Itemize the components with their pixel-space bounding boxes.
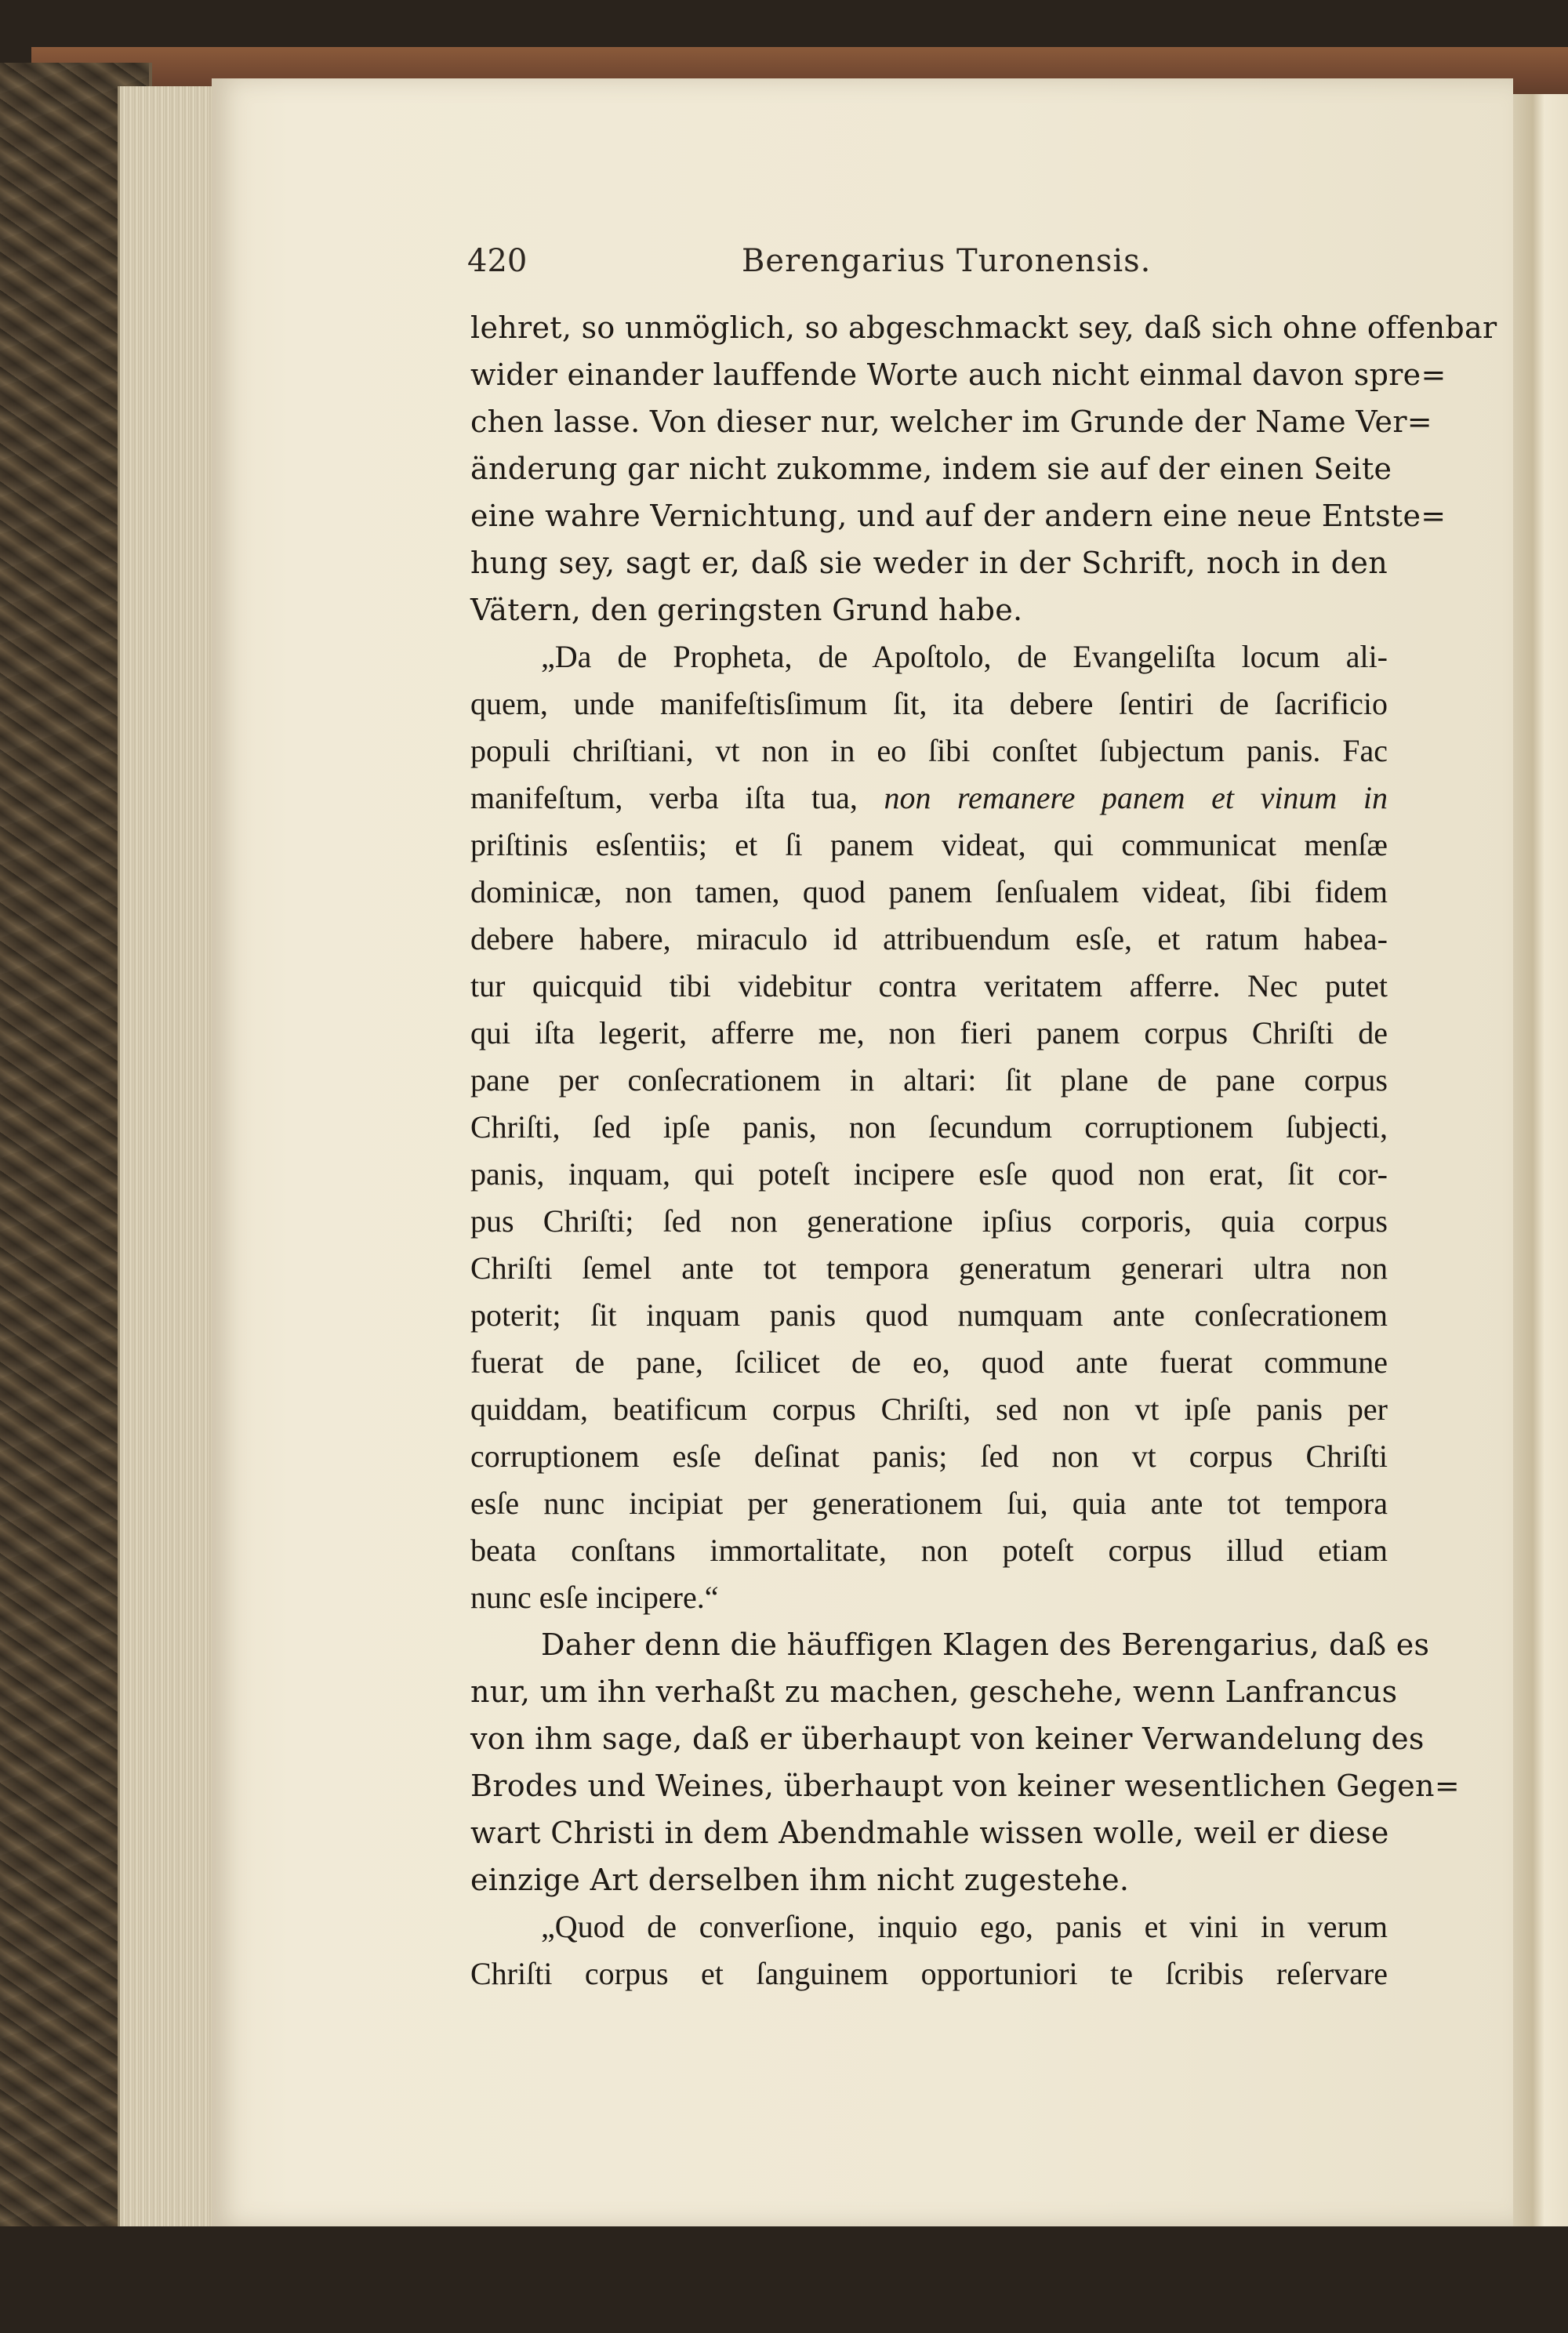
text-line: dominicæ, non tamen, quod panem ſenſualem videat, ſibi fidem bbox=[470, 874, 1388, 909]
text-line: fuerat de pane, ſcilicet de eo, quod ante fuerat commune bbox=[470, 1344, 1388, 1380]
facing-page-edge bbox=[1509, 94, 1568, 2226]
text-line: pus Chriſti; ſed non generatione ipſius corporis, quia corpus bbox=[470, 1203, 1388, 1239]
text-line: Chriſti, ſed ipſe panis, non ſecundum corruptionem ſubjecti, bbox=[470, 1109, 1388, 1145]
text-line: Brodes und Weines, überhaupt von keiner wesentlichen Gegen= bbox=[470, 1769, 1460, 1803]
paragraph-latin-quote-2 bbox=[470, 1903, 1388, 1997]
text-fragment: manifeſtum, verba iſta tua, bbox=[470, 780, 884, 815]
body-text bbox=[470, 304, 1497, 1997]
text-line: poterit; ſit inquam panis quod numquam ante conſecrationem bbox=[470, 1297, 1388, 1333]
text-line: chen lasse. Von dieser nur, welcher im Grunde der Name Ver= bbox=[470, 405, 1432, 439]
paragraph-german-2 bbox=[470, 1621, 1460, 1903]
text-line: quiddam, beatificum corpus Chriſti, sed non vt ipſe panis per bbox=[470, 1391, 1388, 1427]
text-line: wider einander lauffende Worte auch nicht einmal davon spre= bbox=[470, 357, 1446, 392]
text-line: Chriſti corpus et ſanguinem opportuniori te ſcribis reſervare bbox=[470, 1956, 1388, 1991]
text-line: „Da de Propheta, de Apoſtolo, de Evangeliſta locum ali- bbox=[541, 639, 1388, 674]
text-line: hung sey, sagt er, daß sie weder in der Schrift, noch in den bbox=[470, 546, 1388, 580]
text-line: populi chriſtiani, vt non in eo ſibi conſtet ſubjectum panis. Fac bbox=[470, 733, 1388, 768]
page-header bbox=[467, 243, 1392, 290]
bottom-background bbox=[0, 2226, 1568, 2333]
text-line: nur, um ihn verhaßt zu machen, geschehe, wenn Lanfrancus bbox=[470, 1674, 1398, 1709]
text-line-mixed bbox=[470, 775, 1388, 822]
text-line: qui iſta legerit, afferre me, non fieri panem corpus Chriſti de bbox=[470, 1015, 1388, 1050]
text-line: „Quod de converſione, inquio ego, panis et vini in verum bbox=[541, 1909, 1388, 1944]
page-number: 420 bbox=[467, 243, 528, 279]
text-line: von ihm sage, daß er überhaupt von keiner Verwandelung des bbox=[470, 1722, 1425, 1756]
text-line: quem, unde manifeſtisſimum ſit, ita debere ſentiri de ſacrificio bbox=[470, 686, 1388, 721]
text-line: Daher denn die häuffigen Klagen des Berengarius, daß es bbox=[541, 1627, 1430, 1662]
text-line: pane per conſecrationem in altari: ſit plane de pane corpus bbox=[470, 1062, 1388, 1098]
text-line: Chriſti ſemel ante tot tempora generatum generari ultra non bbox=[470, 1250, 1388, 1286]
text-line: esſe nunc incipiat per generationem ſui, quia ante tot tempora bbox=[470, 1486, 1388, 1521]
text-line: tur quicquid tibi videbitur contra veritatem afferre. Nec putet bbox=[470, 968, 1388, 1003]
text-line: priſtinis esſentiis; et ſi panem videat, qui communicat menſæ bbox=[470, 827, 1388, 862]
italic-phrase: non remanere panem et vinum in bbox=[884, 780, 1388, 815]
text-line: nunc esſe incipere.“ bbox=[470, 1580, 719, 1615]
text-line: Vätern, den geringsten Grund habe. bbox=[470, 593, 1023, 627]
text-line: wart Christi in dem Abendmahle wissen wolle, weil er diese bbox=[470, 1816, 1389, 1850]
text-line: panis, inquam, qui poteſt incipere esſe quod non erat, ſit cor- bbox=[470, 1156, 1388, 1192]
paragraph-german-1 bbox=[470, 304, 1497, 633]
text-line: änderung gar nicht zukomme, indem sie auf der einen Seite bbox=[470, 452, 1392, 486]
text-line: einzige Art derselben ihm nicht zugestehe. bbox=[470, 1863, 1130, 1897]
text-line: eine wahre Vernichtung, und auf der andern eine neue Entste= bbox=[470, 499, 1446, 533]
text-line: corruptionem esſe deſinat panis; ſed non vt corpus Chriſti bbox=[470, 1439, 1388, 1474]
text-line: debere habere, miraculo id attribuendum esſe, et ratum habea- bbox=[470, 921, 1388, 956]
running-head: Berengarius Turonensis. bbox=[742, 243, 1152, 279]
paragraph-latin-quote-1 bbox=[470, 633, 1388, 1621]
text-line: lehret, so unmöglich, so abgeschmackt sey, daß sich ohne offenbar bbox=[470, 310, 1497, 345]
text-line: beata conſtans immortalitate, non poteſt corpus illud etiam bbox=[470, 1533, 1388, 1568]
